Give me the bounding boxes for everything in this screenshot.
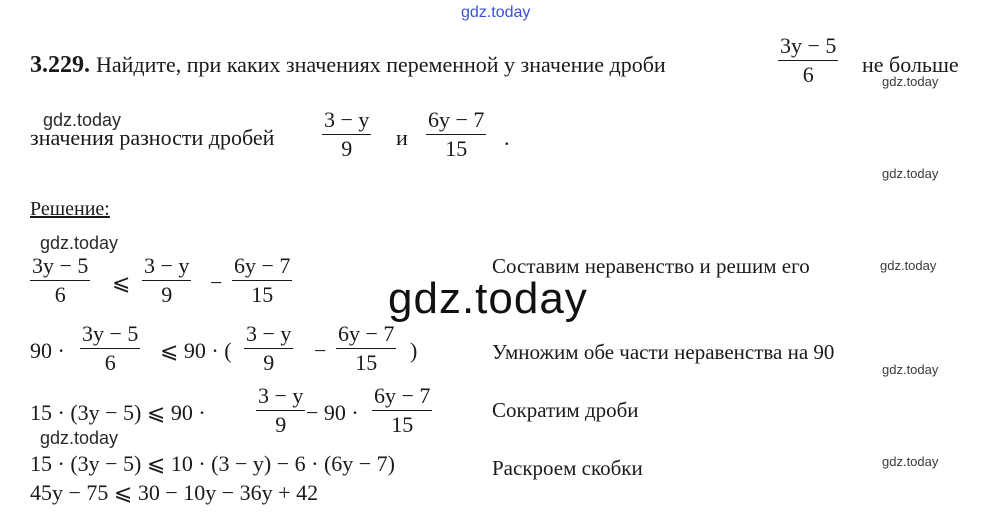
fraction-bar xyxy=(256,410,305,411)
watermark: gdz.today xyxy=(880,258,937,273)
fraction-numerator: 6y − 7 xyxy=(374,383,431,408)
conjunction: и xyxy=(396,125,408,150)
step4-comment: Раскроем скобки xyxy=(492,456,643,480)
step1-fraction-b xyxy=(232,254,292,307)
problem-text: Найдите, при каких значениях переменной y значение дроби xyxy=(96,52,666,77)
fraction-bar xyxy=(30,280,90,281)
fraction-denominator: 9 xyxy=(341,136,353,161)
watermark-top: gdz.today xyxy=(461,4,531,21)
step2-comment: Умножим обе части неравенства на 90 xyxy=(492,340,835,364)
step3-comment: Сократим дроби xyxy=(492,398,639,422)
watermark: gdz.today xyxy=(882,74,939,89)
step2-fraction-b xyxy=(336,322,396,375)
fraction-numerator: 3y − 5 xyxy=(780,33,837,58)
problem-continuation: не больше xyxy=(862,52,959,77)
fraction-numerator: 3 − y xyxy=(258,383,304,408)
step2-prefix: 90 · xyxy=(30,338,65,363)
step2-fraction-main xyxy=(80,322,140,375)
watermark-main: gdz.today xyxy=(388,274,588,323)
fraction-bar xyxy=(426,134,486,135)
step2-fraction-a xyxy=(244,322,293,375)
step1-fraction-a xyxy=(142,254,191,307)
fraction-numerator: 3y − 5 xyxy=(82,321,139,346)
fraction-bar xyxy=(232,280,292,281)
fraction-denominator: 6 xyxy=(104,350,116,375)
fraction-main xyxy=(778,34,838,87)
fraction-denominator: 15 xyxy=(391,412,414,437)
fraction-denominator: 15 xyxy=(251,282,274,307)
fraction-bar xyxy=(778,60,838,61)
step1-fraction-main xyxy=(30,254,90,307)
fraction-denominator: 9 xyxy=(161,282,173,307)
fraction-numerator: 3y − 5 xyxy=(32,253,89,278)
step2-suffix: ) xyxy=(410,338,418,363)
fraction-bar xyxy=(372,410,432,411)
problem-line-2: значения разности дробей xyxy=(30,125,275,150)
watermark: gdz.today xyxy=(882,166,939,181)
fraction-denominator: 6 xyxy=(54,282,66,307)
step5-expr: 45y − 75 ⩽ 30 − 10y − 36y + 42 xyxy=(30,480,319,505)
fraction-denominator: 6 xyxy=(802,62,814,87)
step3-prefix: 15 · (3y − 5) ⩽ 90 · xyxy=(30,400,206,425)
fraction-bar xyxy=(80,348,140,349)
fraction-denominator: 15 xyxy=(445,136,468,161)
fraction-a xyxy=(322,108,371,161)
fraction-numerator: 3 − y xyxy=(144,253,190,278)
problem-number: 3.229. xyxy=(30,52,90,78)
fraction-denominator: 9 xyxy=(275,412,287,437)
problem-line-1 xyxy=(30,52,666,78)
fraction-bar xyxy=(142,280,191,281)
fraction-numerator: 3 − y xyxy=(246,321,292,346)
end-punct: . xyxy=(504,125,510,150)
fraction-numerator: 6y − 7 xyxy=(338,321,395,346)
fraction-numerator: 6y − 7 xyxy=(234,253,291,278)
fraction-bar xyxy=(336,348,396,349)
watermark: gdz.today xyxy=(40,428,119,448)
watermark: gdz.today xyxy=(882,454,939,469)
le-sign: ⩽ xyxy=(112,270,131,295)
step1-comment: Составим неравенство и решим его xyxy=(492,254,810,278)
fraction-bar xyxy=(322,134,371,135)
solution-label: Решение: xyxy=(30,198,110,220)
watermark: gdz.today xyxy=(43,110,122,130)
fraction-numerator: 6y − 7 xyxy=(428,107,485,132)
minus-sign: − xyxy=(210,270,223,295)
fraction-numerator: 3 − y xyxy=(324,107,370,132)
fraction-bar xyxy=(244,348,293,349)
minus-sign: − xyxy=(314,338,327,363)
step3-fraction-a xyxy=(256,384,305,437)
step3-fraction-b xyxy=(372,384,432,437)
fraction-denominator: 15 xyxy=(355,350,378,375)
fraction-denominator: 9 xyxy=(263,350,275,375)
fraction-b xyxy=(426,108,486,161)
watermark: gdz.today xyxy=(882,362,939,377)
watermark: gdz.today xyxy=(40,233,119,253)
step2-mid: ⩽ 90 · ( xyxy=(160,338,232,363)
step4-expr: 15 · (3y − 5) ⩽ 10 · (3 − y) − 6 · (6y − 7) xyxy=(30,451,395,476)
step3-mid: − 90 · xyxy=(306,400,359,425)
